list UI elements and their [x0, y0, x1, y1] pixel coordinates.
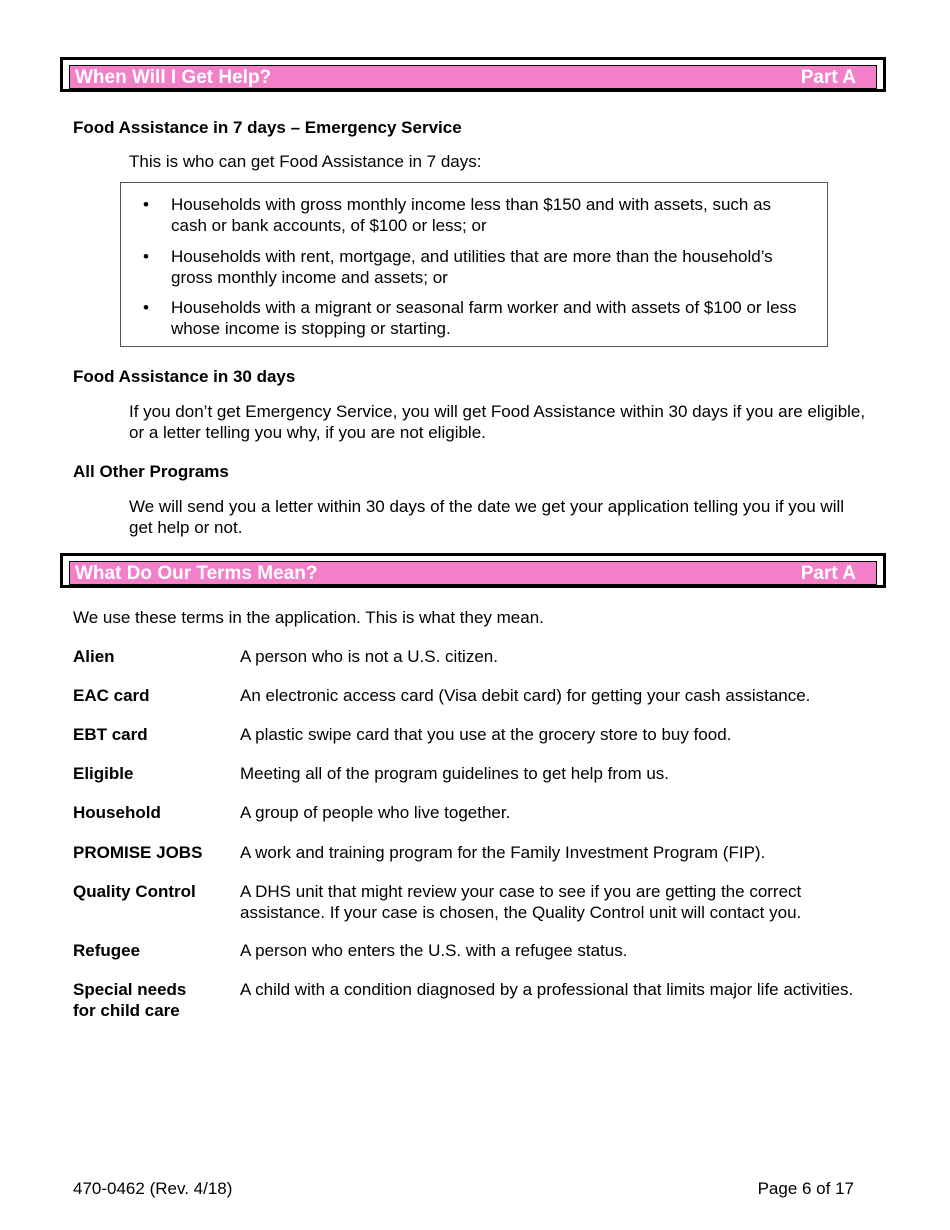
section-title: When Will I Get Help? [75, 67, 272, 88]
term-definition: A DHS unit that might review your case to see if you are getting the correct assistance. If your case is chosen, the Quality Control unit will contact you. [240, 882, 802, 922]
term-definition: A person who enters the U.S. with a refugee status. [240, 941, 628, 960]
term-name: PROMISE JOBS [73, 843, 203, 862]
eligibility-bullet-box [120, 182, 828, 347]
term-name: Quality Control [73, 882, 196, 901]
term-definition: A person who is not a U.S. citizen. [240, 647, 498, 666]
term-name: Household [73, 803, 161, 822]
section-part-label: Part A [800, 67, 856, 88]
term-definition: A group of people who live together. [240, 803, 511, 822]
term-definition: A work and training program for the Family Investment Program (FIP). [240, 843, 766, 862]
list-item [143, 194, 811, 236]
form-number: 470-0462 (Rev. 4/18) [73, 1179, 233, 1198]
term-name: Alien [73, 647, 115, 666]
food-7-days-intro: This is who can get Food Assistance in 7 days: [129, 152, 482, 171]
term-definition: Meeting all of the program guidelines to get help from us. [240, 764, 670, 783]
list-item [143, 246, 811, 288]
list-item-text: Households with gross monthly income less than $150 and with assets, such as cash or bank accounts, of $100 or less; or [171, 195, 772, 235]
bullet-icon: • [143, 247, 149, 266]
food-30-days-heading: Food Assistance in 30 days [73, 367, 296, 386]
term-name: EAC card [73, 686, 150, 705]
other-programs-text: We will send you a letter within 30 days of the date we get your application telling you if you will get help or not. [129, 497, 845, 537]
term-definition: A plastic swipe card that you use at the grocery store to buy food. [240, 725, 732, 744]
other-programs-heading: All Other Programs [73, 462, 229, 481]
term-name: Eligible [73, 764, 134, 783]
food-7-days-heading: Food Assistance in 7 days – Emergency Service [73, 118, 462, 137]
terms-intro: We use these terms in the application. This is what they mean. [73, 608, 544, 627]
list-item-text: Households with a migrant or seasonal farm worker and with assets of $100 or less whose income is stopping or starting. [171, 298, 797, 338]
section-title: What Do Our Terms Mean? [75, 563, 318, 584]
term-name: Special needs for child care [73, 980, 187, 1020]
section-header-when-will-i-get-help [60, 57, 886, 92]
list-item-text: Households with rent, mortgage, and utilities that are more than the household’s gross monthly income and assets; or [171, 247, 773, 287]
section-header-bar [69, 561, 877, 585]
section-part-label: Part A [800, 563, 856, 584]
page-number: Page 6 of 17 [757, 1179, 854, 1198]
term-name: Refugee [73, 941, 141, 960]
term-name: EBT card [73, 725, 148, 744]
bullet-icon: • [143, 195, 149, 214]
section-header-bar [69, 65, 877, 89]
food-30-days-text: If you don’t get Emergency Service, you will get Food Assistance within 30 days if you are eligible, or a letter telling you why, if you are not eligible. [129, 402, 866, 442]
term-definition: A child with a condition diagnosed by a professional that limits major life activities. [240, 980, 854, 999]
section-header-what-do-our-terms-mean [60, 553, 886, 588]
bullet-icon: • [143, 298, 149, 317]
list-item [143, 297, 811, 339]
term-definition: An electronic access card (Visa debit card) for getting your cash assistance. [240, 686, 811, 705]
